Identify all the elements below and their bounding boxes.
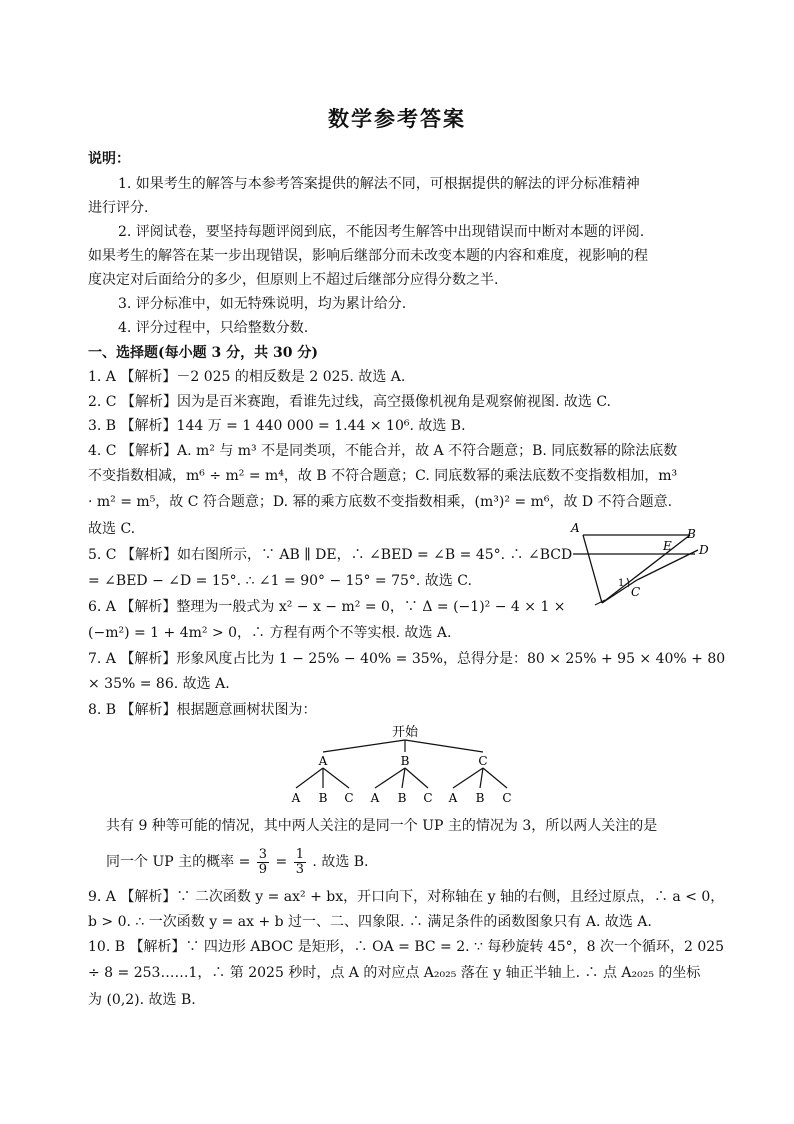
answer-4d: 故选 C. — [88, 521, 136, 537]
label-c: C — [631, 585, 641, 599]
tree-leaf: A — [291, 791, 301, 805]
tree-leaf: C — [344, 791, 354, 805]
label-d: D — [699, 543, 709, 557]
note-1a: 1. 如果考生的解答与本参考答案提供的解法不同，可根据提供的解法的评分标准精神 — [118, 176, 640, 192]
answer-2: 2. C 【解析】因为是百米赛跑，看谁先过线，高空摄像机视角是观察俯视图. 故选 C. — [88, 394, 611, 410]
answer-3: 3. B 【解析】144 万 = 1 440 000 = 1.44 × 10⁶. 故选 B. — [88, 418, 466, 434]
answer-8a: 8. B 【解析】根据题意画树状图为： — [88, 702, 317, 718]
label-e: E — [663, 539, 672, 553]
answer-4c: · m² = m⁵，故 C 符合题意；D. 幂的乘方底数不变指数相乘，(m³)² = m⁶，故 D 不符合题意. — [88, 494, 673, 510]
answer-1: 1. A 【解析】－2 025 的相反数是 2 025. 故选 A. — [88, 369, 406, 385]
tree-level1-a: A — [318, 754, 328, 768]
answer-8c: 同一个 UP 主的概率 = $\frac{3}{9}$ = $\frac{1}{3}$ . 故选 B. — [106, 846, 369, 877]
note-2a: 2. 评阅试卷，要坚持每题评阅到底，不能因考生解答中出现错误而中断对本题的评阅. — [118, 224, 645, 240]
fraction-1-3: $\frac{1}{3}$ — [295, 846, 304, 877]
probability-text: 同一个 UP 主的概率 = — [106, 854, 251, 870]
answer-6a: 6. A 【解析】整理为一般式为 x² − x − m² = 0，∵ Δ = (−1)² − 4 × 1 × — [88, 599, 566, 615]
tree-leaf: B — [318, 791, 328, 805]
tree-leaf: A — [448, 791, 458, 805]
answer-10a: 10. B 【解析】∵ 四边形 ABOC 是矩形，∴ OA = BC = 2. ∵ 每秒旋转 45°，8 次一个循环，2 025 — [88, 939, 725, 955]
answer-8b: 共有 9 种等可能的情况，其中两人关注的是同一个 UP 主的情况为 3，所以两人关注的是 — [106, 818, 658, 834]
note-1b: 进行评分. — [88, 200, 149, 216]
tree-level1-c: C — [478, 754, 488, 768]
answer-7a: 7. A 【解析】形象风度占比为 1 − 25% − 40% = 35%，总得分是：80 × 25% + 95 × 40% + 80 — [88, 651, 726, 667]
note-2c: 度决定对后面给分的多少，但原则上不超过后继部分应得分数之半. — [88, 272, 499, 288]
note-2b: 如果考生的解答在某一步出现错误，影响后继部分而未改变本题的内容和难度，视影响的程 — [88, 248, 648, 264]
answer-5b: = ∠BED − ∠D = 15°. ∴ ∠1 = 90° − 15° = 75°. 故选 C. — [88, 573, 472, 589]
answer-9b: b > 0. ∴ 一次函数 y = ax + b 过一、二、四象限. ∴ 满足条件的函数图象只有 A. 故选 A. — [88, 914, 652, 930]
answer-10b: ÷ 8 = 253……1，∴ 第 2025 秒时，点 A 的对应点 A₂₀₂₅ 落在 y 轴正半轴上. ∴ 点 A₂₀₂₅ 的坐标 — [88, 965, 701, 981]
page-title: 数学参考答案 — [328, 106, 466, 131]
answer-6b: (−m²) = 1 + 4m² > 0，∴ 方程有两个不等实根. 故选 A. — [88, 625, 452, 641]
label-a: A — [571, 521, 580, 535]
note-4: 4. 评分过程中，只给整数分数. — [118, 320, 309, 336]
label-angle-1: 1 — [618, 578, 625, 589]
answer-9a: 9. A 【解析】∵ 二次函数 y = ax² + bx，开口向下，对称轴在 y 轴的右侧，且经过原点，∴ a < 0， — [88, 889, 725, 905]
tree-diagram — [280, 720, 530, 808]
answer-4b: 不变指数相减，m⁶ ÷ m² = m⁴，故 B 不符合题意；C. 同底数幂的乘法底数不变指数相加，m³ — [88, 468, 678, 484]
label-b: B — [687, 527, 696, 541]
tree-leaf: A — [370, 791, 380, 805]
answer-4a: 4. C 【解析】A. m² 与 m³ 不是同类项，不能合并，故 A 不符合题意；B. 同底数幂的除法底数 — [88, 443, 678, 459]
tree-leaf: B — [397, 791, 407, 805]
fraction-3-9: $\frac{3}{9}$ — [258, 846, 268, 877]
answer-10c: 为 (0,2). 故选 B. — [88, 992, 196, 1008]
tree-leaf: B — [475, 791, 485, 805]
answer-5a: 5. C 【解析】如右图所示，∵ AB ∥ DE，∴ ∠BED = ∠B = 45°. ∴ ∠BCD — [88, 547, 573, 563]
tree-level1-b: B — [400, 754, 410, 768]
tree-leaf: C — [423, 791, 433, 805]
note-3: 3. 评分标准中，如无特殊说明，均为累计给分. — [118, 296, 407, 312]
answer-7b: × 35% = 86. 故选 A. — [88, 676, 230, 692]
notes-heading: 说明： — [88, 151, 130, 167]
tree-root: 开始 — [391, 725, 419, 740]
section-heading: 一、选择题(每小题 3 分，共 30 分) — [88, 345, 318, 361]
tree-leaf: C — [502, 791, 512, 805]
